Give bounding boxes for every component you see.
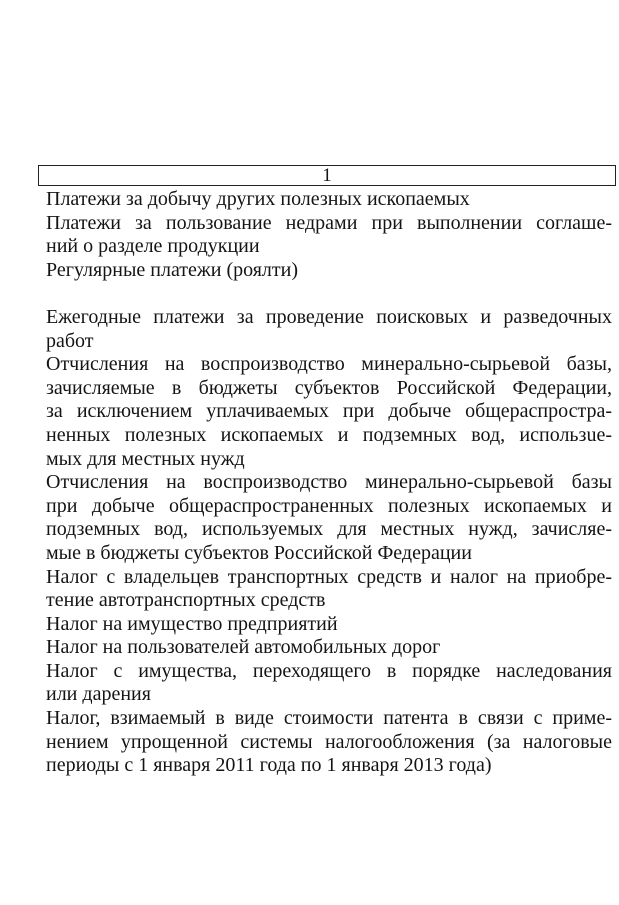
table-entry (46, 471, 612, 565)
entry-line: подземных вод, используемых для местных нужд, зачисляе- (46, 518, 612, 541)
entry-line: Налог, взимаемый в виде стоимости патента в связи с приме- (46, 707, 612, 730)
entry-line: Налог на имущество предприятий (46, 612, 338, 635)
table-entry (46, 613, 612, 637)
entry-line: Отчисления на воспроизводство минерально-сырьевой базы, (46, 353, 612, 376)
table-entry (46, 353, 612, 471)
entry-line: периоды с 1 января 2011 года по 1 января 2013 года) (46, 754, 492, 777)
table-entry (46, 636, 612, 660)
table-column-header (38, 165, 616, 186)
entry-line: при добыче общераспространенных полезных ископаемых и (46, 494, 612, 517)
entry-line: Налог с владельцев транспортных средств и налог на приобре- (46, 565, 612, 588)
entry-line: зачисляемые в бюджеты субъектов Российской Федерации, (46, 376, 612, 399)
table-entry (46, 660, 612, 707)
entry-line: ний о разделе продукции (46, 235, 260, 258)
entry-line: мых для местных нужд (46, 447, 245, 470)
entry-line: Налог на пользователей автомобильных дорог (46, 636, 441, 659)
blank-line (46, 282, 612, 306)
entry-line: нением упрощенной системы налогообложения (за налоговые (46, 730, 612, 753)
entry-line: ненных полезных ископаемых и подземных вод, использue- (46, 423, 612, 446)
table-entry (46, 212, 612, 259)
entry-line: Отчисления на воспроизводство минерально-сырьевой базы (46, 471, 612, 494)
table-entry (46, 707, 612, 778)
table-entry (46, 566, 612, 613)
entry-line: Налог с имущества, переходящего в порядке наследования (46, 659, 612, 682)
table-column-content (46, 188, 612, 778)
column-number: 1 (322, 165, 332, 186)
entry-line: Регулярные платежи (роялти) (46, 258, 299, 281)
entry-line: тение автотранспортных средств (46, 589, 326, 612)
entry-line: Ежегодные платежи за проведение поисковых и разведочных (46, 305, 612, 328)
entry-line: за исключением уплачиваемых при добыче общераспростра- (46, 400, 612, 423)
table-entry (46, 306, 612, 353)
entry-line: Платежи за добычу других полезных ископаемых (46, 188, 470, 210)
entry-line: Платежи за пользование недрами при выполнении соглаше- (46, 211, 612, 234)
entry-line: или дарения (46, 683, 151, 706)
table-entry (46, 259, 612, 283)
entry-line: мые в бюджеты субъектов Российской Федерации (46, 541, 472, 564)
entry-line: работ (46, 329, 94, 352)
table-entry (46, 188, 612, 212)
